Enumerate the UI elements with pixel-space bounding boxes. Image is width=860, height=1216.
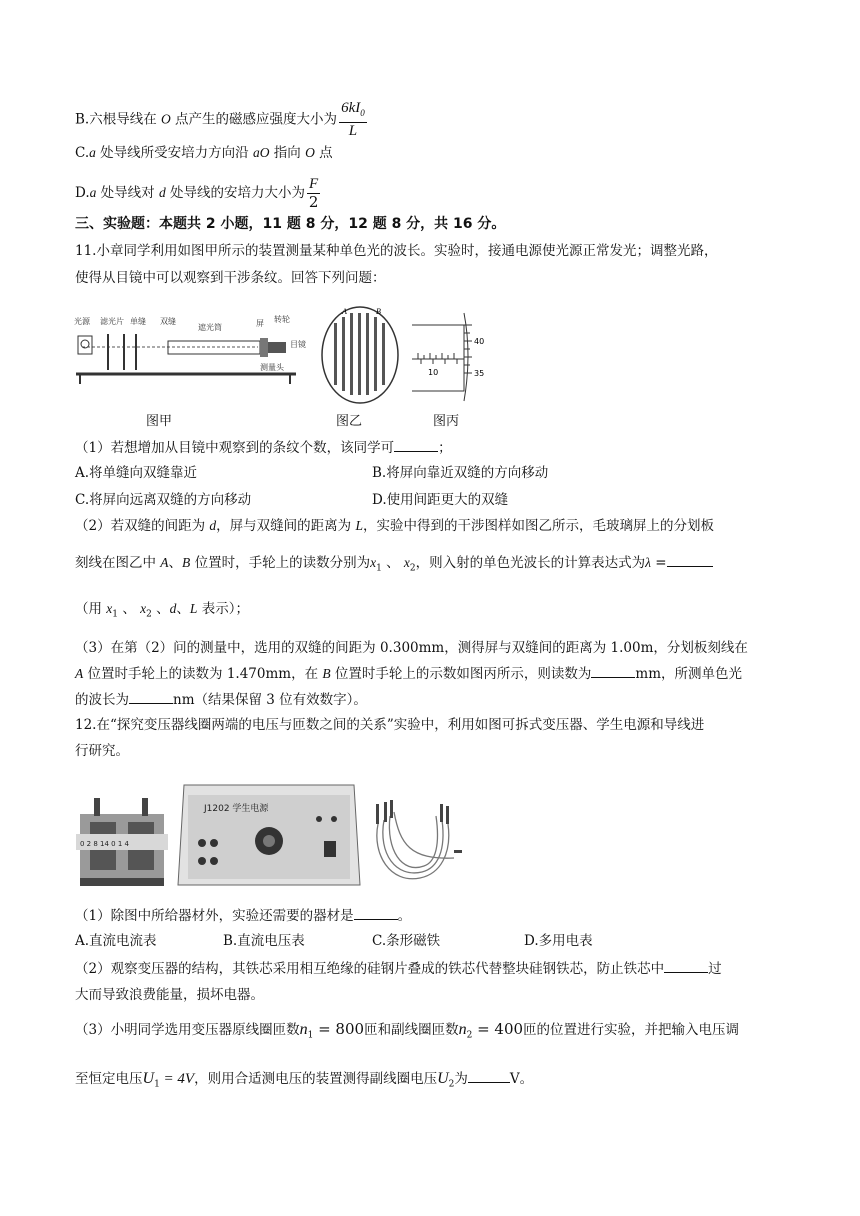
q10-option-c (75, 143, 333, 163)
part-text: （3）小明同学选用变压器原线圈匝数 (75, 1022, 300, 1038)
part-text: 刻线在图乙中 (75, 555, 161, 571)
var-d: d (158, 185, 166, 200)
var-lambda: λ (645, 555, 652, 570)
var-x: x (140, 601, 147, 616)
q12-p1-option-a: A.直流电流表 (75, 933, 157, 949)
label-filter: 滤光片 (100, 317, 124, 326)
option-letter: C. (75, 145, 90, 161)
var-b-point: B (182, 555, 191, 570)
answer-blank[interactable] (591, 663, 635, 678)
part-text: （2）观察变压器的结构，其铁芯采用相互绝缘的硅钢片叠成的铁芯代替整块硅钢铁芯，防止铁芯中 (75, 961, 665, 977)
u1-value: = 4V (159, 1071, 195, 1087)
part-text: ，则入射的单色光波长的计算表达式为 (415, 555, 646, 571)
part-text: nm（结果保留 3 位有效数字）。 (173, 692, 367, 708)
part-text: 、 (168, 555, 183, 571)
part-text: （2）若双缝的间距为 (75, 518, 210, 534)
n1-value: = 800 (313, 1020, 365, 1038)
answer-blank[interactable] (394, 437, 438, 452)
part-text: 至恒定电压 (75, 1071, 143, 1087)
subscript: 1 (376, 563, 382, 574)
caption-jia: 图甲 (146, 414, 173, 429)
q11-stem-line1: 11.小章同学利用如图甲所示的装置测量某种单色光的波长。实验时，接通电源使光源正常发光；调整光路， (75, 243, 718, 259)
option-text: 点 (314, 145, 333, 161)
var-x: x (106, 601, 113, 616)
answer-blank[interactable] (667, 552, 713, 567)
var-u: U (142, 1070, 155, 1087)
caption-yi: 图乙 (336, 414, 363, 429)
answer-blank[interactable] (664, 958, 708, 973)
q11-part3-line3 (75, 689, 367, 710)
q11-p1-option-a: A.将单缝向双缝靠近 (75, 465, 198, 481)
subscript: 2 (409, 563, 416, 574)
fraction-denominator: L (348, 123, 358, 139)
subscript: 1 (112, 609, 119, 620)
label-a: A (342, 307, 347, 316)
q11-p1-option-c: C.将屏向远离双缝的方向移动 (75, 492, 252, 508)
separator: 、 (381, 555, 404, 571)
part-text: ，则用合适测电压的装置测得副线圈电压 (194, 1071, 438, 1087)
q12-part1 (75, 905, 411, 926)
figure-yi-fringes (318, 303, 402, 407)
q11-part2-line2 (75, 552, 713, 579)
var-a: a (89, 185, 97, 200)
figure-transformer (76, 794, 168, 890)
answer-blank[interactable] (354, 905, 398, 920)
separator: 、 (151, 601, 170, 617)
part-text: 位置时手轮上的读数为 1.470mm，在 (83, 666, 323, 682)
var-a-point: A (160, 555, 169, 570)
label-measuring-head: 测量头 (260, 363, 284, 372)
label-double-slit: 双缝 (160, 317, 176, 326)
label-screen: 屏 (256, 319, 264, 328)
part-text: 位置时手轮上的示数如图丙所示，则读数为 (330, 666, 592, 682)
q12-stem-line2: 行研究。 (75, 743, 129, 759)
option-text: 指向 (269, 145, 306, 161)
var-a: a (89, 145, 96, 160)
part-text: ，屏与双缝间的距离为 (216, 518, 356, 534)
q11-stem-line2: 使得从目镜中可以观察到干涉条纹。回答下列问题： (75, 270, 386, 286)
fraction-denominator: 2 (308, 193, 319, 211)
q11-part3-line1: （3）在第（2）问的测量中，选用的双缝的间距为 0.300mm，测得屏与双缝间的距离为 1.00m，分划板刻线在 (75, 640, 748, 656)
var-x: x (370, 555, 377, 570)
var-l: L (355, 518, 363, 533)
transformer-scale: 0 2 8 14 0 1 4 (80, 840, 129, 848)
part-text: ，实验中得到的干涉图样如图乙所示，毛玻璃屏上的分划板 (362, 518, 714, 534)
subscript: 1 (307, 1030, 314, 1041)
var-x: x (403, 555, 410, 570)
part-text: 表示）； (197, 601, 249, 617)
q12-p1-option-b: B.直流电压表 (223, 933, 305, 949)
caption-bing: 图丙 (433, 414, 460, 429)
q11-part3-line2 (75, 663, 742, 684)
tick-10: 10 (428, 368, 439, 377)
part-text: （1）若想增加从目镜中观察到的条纹个数，该同学可 (75, 440, 395, 456)
q10-option-b-text: B.六根导线在 (75, 111, 162, 128)
point-o: O (161, 111, 171, 127)
part-text: 位置时，手轮上的读数分别为 (190, 555, 371, 571)
subscript: 2 (466, 1030, 473, 1041)
power-supply-title: J1202 学生电源 (204, 804, 269, 814)
var-l: L (189, 601, 198, 616)
q12-part3-line1 (75, 1019, 739, 1046)
option-text: 处导线的安培力大小为 (165, 185, 306, 201)
tick-35: 35 (474, 369, 485, 378)
part-text: 匝的位置进行实验，并把输入电压调 (523, 1022, 740, 1038)
var-d: d (169, 601, 177, 616)
var-a-point: A (75, 666, 84, 681)
figure-bing-micrometer (408, 303, 494, 407)
separator: 、 (176, 601, 190, 617)
subscript: 2 (146, 609, 152, 620)
q10-option-b-text2: 点产生的磁感应强度大小为 (170, 111, 338, 128)
part-text: 匝和副线圈匝数 (364, 1022, 459, 1038)
part-text: 的波长为 (75, 692, 129, 708)
answer-blank[interactable] (129, 689, 173, 704)
q10-option-d (75, 176, 320, 211)
option-text: 处导线所受安培力方向沿 (95, 145, 253, 161)
var-n: n (299, 1021, 308, 1038)
part-text: V。 (509, 1071, 534, 1087)
section-heading: 三、实验题：本题共 2 小题，11 题 8 分，12 题 8 分，共 16 分。 (75, 216, 506, 232)
part-text: （1）除图中所给器材外，实验还需要的器材是 (75, 908, 354, 924)
point-o: O (305, 145, 315, 160)
part-text: 过 (708, 961, 722, 977)
q10-option-d-fraction (307, 176, 320, 211)
n2-value: = 400 (472, 1020, 524, 1038)
figure-jia-apparatus (72, 312, 312, 400)
option-text: 处导线对 (96, 185, 159, 201)
figure-power-supply (174, 779, 364, 891)
var-d: d (209, 518, 217, 533)
part-text: 。 (397, 908, 412, 924)
q11-part2-line1 (75, 516, 714, 536)
option-letter: D. (75, 185, 90, 201)
label-eyepiece: 目镜 (290, 340, 306, 349)
label-b: B (376, 307, 381, 316)
q12-p1-option-d: D.多用电表 (524, 933, 593, 949)
fraction-numerator: F (309, 176, 319, 192)
label-light-source: 光源 (74, 317, 90, 326)
q11-p1-option-d: D.使用间距更大的双缝 (372, 492, 509, 508)
label-tube: 遮光筒 (198, 323, 222, 332)
separator: 、 (118, 601, 141, 617)
q10-option-b-fraction (339, 100, 367, 140)
part-text: ； (438, 440, 452, 456)
q12-part2-line2: 大而导致浪费能量，损坏电器。 (75, 987, 264, 1003)
tick-40: 40 (474, 337, 485, 346)
q11-part1 (75, 437, 452, 458)
q11-p1-option-b: B.将屏向靠近双缝的方向移动 (372, 465, 549, 481)
answer-blank[interactable] (468, 1068, 510, 1083)
figure-wires (370, 794, 464, 890)
fraction-numerator: 6kI (341, 100, 361, 116)
subscript: 2 (448, 1079, 455, 1090)
q12-p1-option-c: C.条形磁铁 (372, 933, 441, 949)
var-b-point: B (322, 666, 331, 681)
subscript: 0 (360, 108, 365, 118)
q12-part2-line1 (75, 958, 722, 979)
var-ao: aO (252, 145, 270, 160)
subscript: 1 (154, 1079, 160, 1090)
q11-part2-line3 (75, 599, 249, 625)
var-u: U (437, 1070, 449, 1087)
q12-part3-line2 (75, 1068, 533, 1095)
q12-stem-line1: 12.在“探究变压器线圈两端的电压与匝数之间的关系”实验中，利用如图可拆式变压器、学生电源和导线进 (75, 717, 705, 733)
part-text: 为 (454, 1071, 468, 1087)
part-text: mm，所测单色光 (635, 666, 743, 682)
q10-option-b (75, 100, 367, 140)
label-single-slit: 单缝 (130, 317, 146, 326)
equals-sign: = (651, 555, 667, 571)
label-wheel: 转轮 (274, 315, 290, 324)
var-n: n (458, 1021, 467, 1038)
part-text: （用 (75, 601, 107, 617)
